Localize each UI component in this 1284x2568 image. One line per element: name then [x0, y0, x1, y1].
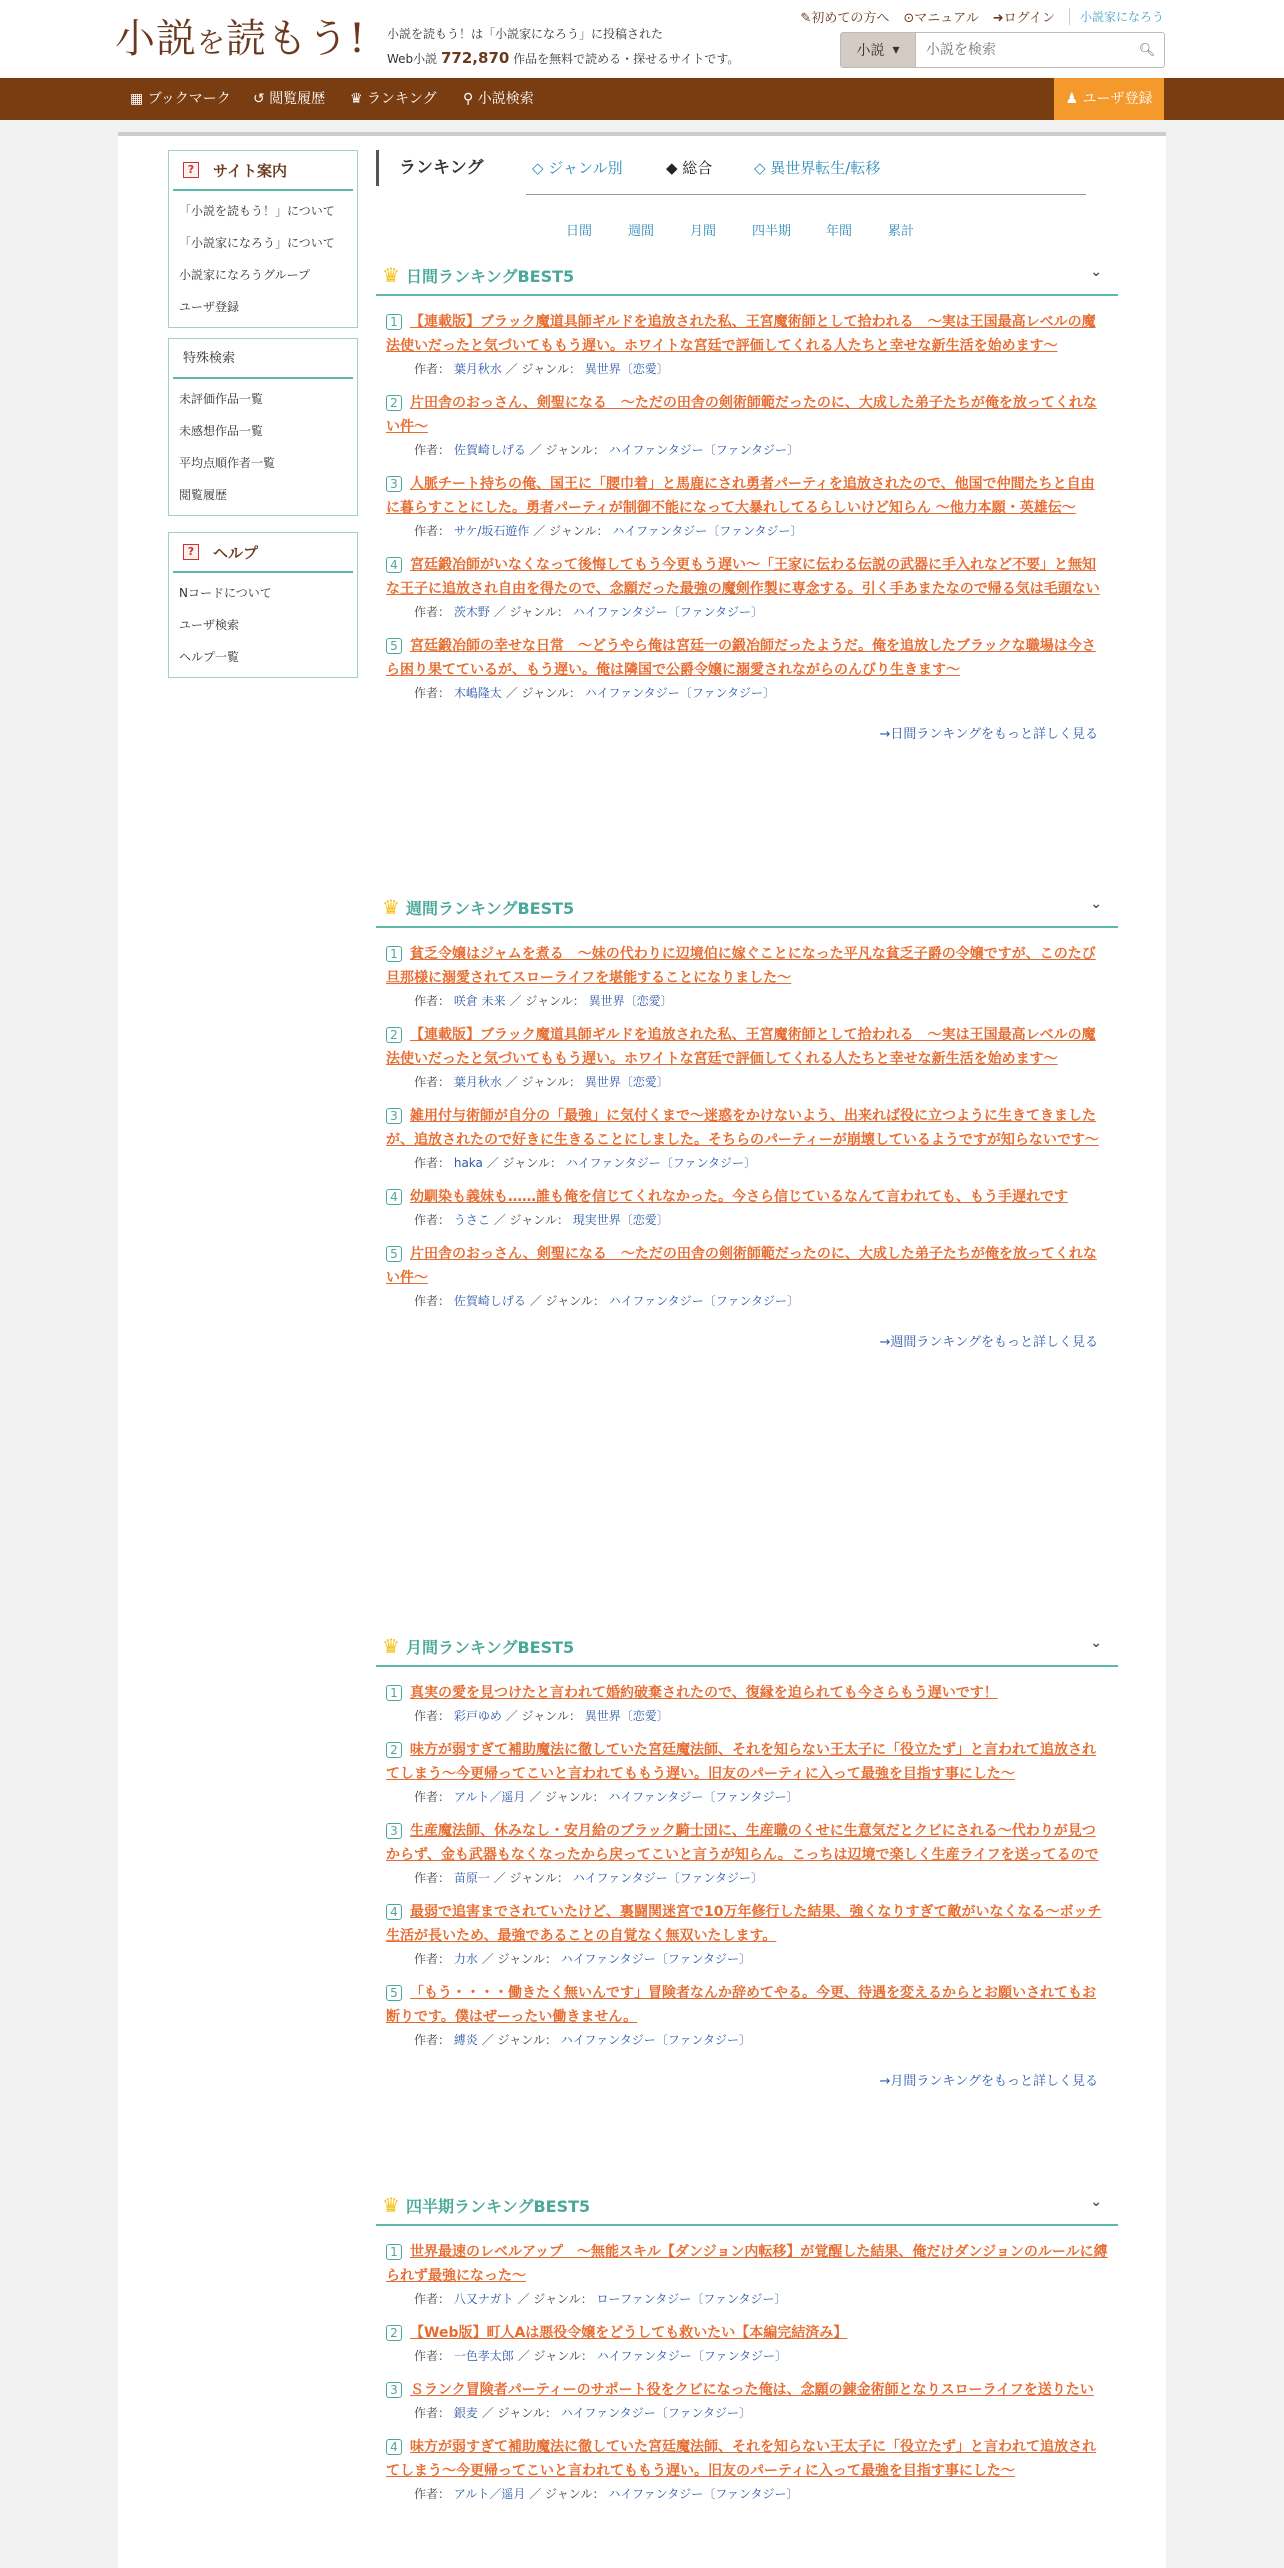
novel-title-link[interactable]: [386, 553, 1108, 601]
entry-meta: [386, 1869, 1108, 1886]
author-label: 作者：: [414, 1156, 451, 1170]
author-label: 作者：: [414, 1294, 451, 1308]
rank-number: 3: [386, 1108, 402, 1124]
author-link[interactable]: 茨木野: [453, 605, 490, 619]
site-guide-header: [173, 151, 353, 191]
more-ranking-link[interactable]: →週間ランキングをもっと詳しく見る: [879, 1335, 1098, 1350]
search-type-value: 小説: [856, 43, 885, 59]
author-link[interactable]: 縛炎: [453, 2033, 478, 2047]
genre-link[interactable]: ハイファンタジー〔ファンタジー〕: [572, 605, 763, 619]
novel-title: 片田舎のおっさん、剣聖になる ～ただの田舎の剣術師範だったのに、大成した弟子たちが俺を放ってくれない件～: [386, 1246, 1097, 1286]
ranking-title: ランキング: [376, 150, 462, 186]
genre-label: ／ ジャンル：: [529, 1294, 605, 1308]
novel-title-link[interactable]: [386, 1681, 1108, 1705]
author-label: 作者：: [414, 1790, 451, 1804]
chevron-down-icon[interactable]: ⌄: [1090, 1635, 1102, 1651]
author-label: 作者：: [414, 1075, 451, 1089]
side-link-history[interactable]: 閲覧履歴: [179, 488, 228, 502]
beginner-icon: ✎: [800, 11, 812, 26]
genre-label: ／ ジャンル：: [481, 2033, 557, 2047]
ranking-entry: [376, 2435, 1118, 2502]
rank-number: 4: [386, 1904, 402, 1920]
novel-title-link[interactable]: [386, 1900, 1108, 1948]
section-header[interactable]: [376, 256, 1118, 296]
novel-title: Ｓランク冒険者パーティーのサポート役をクビになった俺は、念願の錬金術師となりスローライフを送りたい: [410, 2382, 1094, 2398]
author-label: 作者：: [414, 443, 451, 457]
period-total[interactable]: 累計: [888, 224, 915, 239]
site-tagline: [387, 22, 739, 71]
rank-number: 2: [386, 1742, 402, 1758]
ranking-entry: [376, 942, 1118, 1009]
side-link-help-list[interactable]: ヘルプ一覧: [179, 650, 240, 664]
novel-title-link[interactable]: [386, 310, 1108, 358]
tab-overall[interactable]: ◆ 総合: [666, 159, 713, 177]
genre-label: ／ ジャンル：: [529, 2487, 605, 2501]
chevron-down-icon[interactable]: ⌄: [1090, 896, 1102, 912]
author-link[interactable]: アルト／遥月: [453, 2487, 526, 2501]
entry-meta: [386, 2031, 1108, 2048]
author-label: 作者：: [414, 1952, 451, 1966]
ranking-entry: [376, 634, 1118, 701]
ranking-section-weekly: [376, 888, 1118, 1350]
tab-genre[interactable]: ◇ ジャンル別: [532, 159, 623, 177]
ranking-entry: [376, 1981, 1118, 2048]
rank-number: 1: [386, 2244, 402, 2260]
beginner-label: 初めての方へ: [811, 11, 890, 26]
logo-part: 小説: [115, 16, 197, 62]
author-link[interactable]: 一色孝太郎: [453, 2349, 514, 2363]
entry-meta: [386, 360, 1108, 377]
genre-link[interactable]: 異世界〔恋愛〕: [584, 1075, 669, 1089]
logo-part: を: [197, 26, 227, 59]
entry-meta: [386, 1950, 1108, 1967]
chevron-down-icon[interactable]: ⌄: [1090, 264, 1102, 280]
more-ranking-link[interactable]: →日間ランキングをもっと詳しく見る: [879, 727, 1098, 742]
tagline-suffix: 作品を無料で読める・探せるサイトです。: [513, 52, 740, 66]
author-link[interactable]: 力水: [453, 1952, 478, 1966]
question-icon: ?: [183, 544, 199, 560]
nav-label: ブックマーク: [147, 91, 231, 107]
author-link[interactable]: 苗原一: [453, 1871, 490, 1885]
genre-label: ／ ジャンル：: [505, 686, 581, 700]
logo-part: 読もう!: [226, 16, 367, 62]
main-nav: [0, 78, 1284, 120]
ranking-entry: [376, 472, 1118, 539]
section-title: 週間ランキングBEST5: [405, 898, 575, 918]
author-label: 作者：: [414, 605, 451, 619]
genre-link[interactable]: 異世界〔恋愛〕: [584, 1709, 669, 1723]
author-label: 作者：: [414, 994, 451, 1008]
nav-label: 閲覧履歴: [269, 91, 326, 107]
genre-link[interactable]: ハイファンタジー〔ファンタジー〕: [608, 443, 799, 457]
entry-meta: [386, 2290, 1108, 2307]
help-header: [173, 533, 353, 573]
novel-title-link[interactable]: [386, 2240, 1108, 2288]
novel-title-link[interactable]: [386, 391, 1108, 439]
search-box: [840, 32, 1165, 68]
question-icon: ?: [183, 162, 199, 178]
rank-number: 3: [386, 2382, 402, 2398]
author-link[interactable]: うさこ: [453, 1213, 490, 1227]
novel-title-link[interactable]: [386, 2435, 1108, 2483]
ranking-entry: [376, 1819, 1118, 1886]
nav-label: 小説検索: [477, 91, 534, 107]
user-icon: ♟: [1065, 91, 1083, 107]
author-label: 作者：: [414, 1709, 451, 1723]
entry-meta: [386, 2485, 1108, 2502]
site-logo[interactable]: [115, 14, 366, 68]
user-register-button[interactable]: [1054, 78, 1164, 120]
novel-title-link[interactable]: [386, 1023, 1108, 1071]
genre-link[interactable]: 異世界〔恋愛〕: [584, 362, 669, 376]
ranking-entry: [376, 553, 1118, 620]
history-icon: ↺: [253, 91, 270, 107]
author-link[interactable]: 佐賀崎しげる: [453, 1294, 526, 1308]
author-link[interactable]: 彩戸ゆめ: [453, 1709, 502, 1723]
chevron-down-icon[interactable]: ⌄: [1090, 2194, 1102, 2210]
site-guide-box: [168, 150, 358, 328]
author-link[interactable]: サケ/坂石遊作: [453, 524, 530, 538]
search-icon[interactable]: 🔍︎: [1138, 42, 1156, 58]
author-label: 作者：: [414, 2033, 451, 2047]
rank-number: 2: [386, 1027, 402, 1043]
ranking-tabs: [376, 150, 1096, 239]
entry-meta: [386, 2404, 1108, 2421]
site-guide-title: サイト案内: [213, 161, 287, 180]
entry-meta: [386, 1707, 1108, 1724]
ranking-entry: [376, 1738, 1118, 1805]
novel-title-link[interactable]: [386, 472, 1108, 520]
ranking-entry: [376, 2321, 1118, 2364]
genre-label: ／ ジャンル：: [533, 524, 609, 538]
author-label: 作者：: [414, 2487, 451, 2501]
entry-meta: [386, 1211, 1108, 1228]
search-icon: ⚲: [463, 91, 478, 107]
genre-label: ／ ジャンル：: [517, 2349, 593, 2363]
genre-link[interactable]: ハイファンタジー〔ファンタジー〕: [560, 1952, 751, 1966]
login-link[interactable]: [993, 7, 1055, 26]
author-label: 作者：: [414, 362, 451, 376]
genre-link[interactable]: ハイファンタジー〔ファンタジー〕: [608, 2487, 799, 2501]
crown-icon: ♛: [350, 91, 368, 107]
genre-label: ／ ジャンル：: [481, 2406, 557, 2420]
period-daily[interactable]: 日間: [566, 224, 593, 239]
side-link-narou-group[interactable]: 小説家になろうグループ: [179, 268, 311, 282]
genre-label: ／ ジャンル：: [481, 1952, 557, 1966]
section-header[interactable]: [376, 1627, 1118, 1667]
rank-number: 1: [386, 946, 402, 962]
narou-logo-link[interactable]: 小説家になろう: [1069, 8, 1164, 25]
tagline-line1: 小説を読もう！は「小説家になろう」に投稿された: [387, 27, 664, 41]
ranking-section-monthly: [376, 1627, 1118, 2089]
side-link-user-search[interactable]: ユーザ検索: [179, 618, 240, 632]
genre-link[interactable]: ハイファンタジー〔ファンタジー〕: [584, 686, 775, 700]
nav-search[interactable]: [463, 78, 534, 120]
rank-number: 5: [386, 1985, 402, 2001]
side-link-unrated[interactable]: 未評価作品一覧: [179, 392, 264, 406]
rank-number: 1: [386, 1685, 402, 1701]
rank-number: 3: [386, 476, 402, 492]
login-label: ログイン: [1003, 11, 1055, 26]
nav-label: ランキング: [367, 91, 437, 107]
entry-meta: [386, 992, 1108, 1009]
question-icon: ⊙: [903, 11, 915, 26]
work-count: 772,870: [441, 49, 510, 67]
ranking-entry: [376, 391, 1118, 458]
novel-title: 宮廷鍛冶師がいなくなって後悔してもう今更もう遅い～「王家に伝わる伝説の武器に手入れなど不要」と無知な王子に追放され自由を得たので、念願だった最強の魔剣作製に専念する。引く手あまたなので帰る気は毛頭ない: [386, 557, 1100, 597]
tab-isekai[interactable]: ◇ 異世界転生/転移: [754, 159, 881, 177]
bookmark-icon: ▦: [130, 91, 148, 107]
help-title: ヘルプ: [213, 543, 259, 562]
rank-number: 4: [386, 557, 402, 573]
genre-label: ／ ジャンル：: [493, 605, 569, 619]
crown-icon: ♛: [382, 263, 400, 287]
rank-number: 5: [386, 1246, 402, 1262]
section-title: 日間ランキングBEST5: [405, 266, 575, 286]
novel-title-link[interactable]: [386, 1981, 1108, 2029]
genre-label: ／ ジャンル：: [529, 1790, 605, 1804]
ranking-entry: [376, 1104, 1118, 1171]
search-type-select[interactable]: [841, 33, 916, 67]
manual-link[interactable]: [903, 7, 978, 26]
novel-title-link[interactable]: [386, 1819, 1108, 1867]
author-link[interactable]: 葉月秋水: [453, 362, 502, 376]
novel-title: 宮廷鍛冶師の幸せな日常 ～どうやら俺は宮廷一の鍛冶師だったようだ。俺を追放したブラックな職場は今さら困り果てているが、もう遅い。俺は隣国で公爵令嬢に溺愛されながらのんびり生きます～: [386, 638, 1096, 678]
search-input[interactable]: [916, 33, 1130, 67]
side-link-about-yomou[interactable]: 「小説を読もう！」について: [179, 204, 335, 218]
crown-icon: ♛: [382, 1634, 400, 1658]
genre-link[interactable]: ハイファンタジー〔ファンタジー〕: [608, 1790, 799, 1804]
novel-title-link[interactable]: [386, 942, 1108, 990]
section-header[interactable]: [376, 888, 1118, 928]
side-link-about-narou[interactable]: 「小説家になろう」について: [179, 236, 335, 250]
rank-number: 3: [386, 1823, 402, 1839]
genre-label: ／ ジャンル：: [505, 1709, 581, 1723]
entry-meta: [386, 1154, 1108, 1171]
genre-label: ／ ジャンル：: [517, 2292, 593, 2306]
more-ranking-link[interactable]: →月間ランキングをもっと詳しく見る: [879, 2074, 1098, 2089]
novel-title-link[interactable]: [386, 1242, 1108, 1290]
author-link[interactable]: 木嶋隆太: [453, 686, 502, 700]
entry-meta: [386, 1073, 1108, 1090]
novel-title: 貧乏令嬢はジャムを煮る ～妹の代わりに辺境伯に嫁ぐことになった平凡な貧乏子爵の令嬢ですが、このたび旦那様に溺愛されてスローライフを堪能することになりました～: [386, 946, 1096, 986]
ranking-section-daily: [376, 256, 1118, 742]
author-link[interactable]: 銀麦: [453, 2406, 478, 2420]
rank-number: 5: [386, 638, 402, 654]
entry-meta: [386, 1292, 1108, 1309]
genre-link[interactable]: ハイファンタジー〔ファンタジー〕: [565, 1156, 757, 1170]
section-title: 四半期ランキングBEST5: [405, 2196, 591, 2216]
rank-number: 2: [386, 2325, 402, 2341]
rank-number: 1: [386, 314, 402, 330]
novel-title-link[interactable]: [386, 1104, 1108, 1152]
top-links: [800, 7, 1164, 26]
ranking-entry: [376, 1681, 1118, 1724]
site-header: [0, 0, 1284, 78]
entry-meta: [386, 1788, 1108, 1805]
genre-label: ／ ジャンル：: [486, 1156, 563, 1170]
author-link[interactable]: 葉月秋水: [453, 1075, 502, 1089]
novel-title: 生産魔法師、休みなし・安月給のブラック騎士団に、生産職のくせに生意気だとクビにされる～代わりが見つからず、金も武器もなくなったから戻ってこいと言うが知らん。こっちは辺境で楽しく生産ライフを送ってるので: [386, 1823, 1099, 1863]
genre-label: ／ ジャンル：: [493, 1871, 569, 1885]
genre-label: ／ ジャンル：: [505, 1075, 581, 1089]
novel-title-link[interactable]: [386, 2378, 1108, 2402]
novel-title: 片田舎のおっさん、剣聖になる ～ただの田舎の剣術師範だったのに、大成した弟子たちが俺を放ってくれない件～: [386, 395, 1097, 435]
ranking-entry: [376, 310, 1118, 377]
novel-title: 【Web版】町人Aは悪役令嬢をどうしても救いたい【本編完結済み】: [410, 2325, 848, 2341]
section-header[interactable]: [376, 2186, 1118, 2226]
entry-meta: [386, 603, 1108, 620]
side-link-no-review[interactable]: 未感想作品一覧: [179, 424, 264, 438]
novel-title: 真実の愛を見つけたと言われて婚約破棄されたので、復縁を迫られても今さらもう遅いです！: [410, 1685, 998, 1701]
ranking-section-quarterly: [376, 2186, 1118, 2502]
author-label: 作者：: [414, 2406, 451, 2420]
genre-link[interactable]: ハイファンタジー〔ファンタジー〕: [560, 2033, 751, 2047]
author-link[interactable]: 佐賀崎しげる: [453, 443, 526, 457]
genre-link[interactable]: ローファンタジー〔ファンタジー〕: [596, 2292, 787, 2306]
author-link[interactable]: アルト／遥月: [453, 1790, 526, 1804]
novel-title: 人脈チート持ちの俺、国王に「腰巾着」と馬鹿にされ勇者パーティを追放されたので、他国で仲間たちと自由に暮らすことにした。勇者パーティが制御不能になって大暴れしてるらしいけど知らん ～他力本願・英雄伝～: [386, 476, 1095, 516]
manual-label: マニュアル: [914, 11, 979, 26]
section-title: 月間ランキングBEST5: [405, 1637, 575, 1657]
ranking-entry: [376, 2378, 1118, 2421]
genre-link[interactable]: ハイファンタジー〔ファンタジー〕: [608, 1294, 799, 1308]
genre-label: ／ ジャンル：: [509, 994, 585, 1008]
entry-meta: [386, 441, 1108, 458]
genre-link[interactable]: 現実世界〔恋愛〕: [572, 1213, 669, 1227]
genre-link[interactable]: ハイファンタジー〔ファンタジー〕: [596, 2349, 787, 2363]
genre-link[interactable]: 異世界〔恋愛〕: [588, 994, 673, 1008]
ranking-entry: [376, 1242, 1118, 1309]
period-yearly[interactable]: 年間: [826, 224, 853, 239]
novel-title: 幼馴染も義妹も……誰も俺を信じてくれなかった。今さら信じているなんて言われても、もう手遅れです: [410, 1189, 1068, 1205]
author-label: 作者：: [414, 2292, 451, 2306]
special-search-box: [168, 338, 358, 516]
novel-title: 味方が弱すぎて補助魔法に徹していた宮廷魔法師、それを知らない王太子に「役立たず」と言われて追放されてしまう〜今更帰ってこいと言われてももう遅い。旧友のパーティに入って最強を目指す事にした〜: [386, 1742, 1096, 1782]
novel-title: 「もう・・・・働きたく無いんです」冒険者なんか辞めてやる。今更、待遇を変えるからとお願いされてもお断りです。僕はぜーったい働きません。: [386, 1985, 1096, 2025]
novel-title: 【連載版】ブラック魔道具師ギルドを追放された私、王宮魔術師として拾われる ～実は王国最高レベルの魔法使いだったと気づいてももう遅い。ホワイトな宮廷で評価してくれる人たちと幸せな新生活を始めます～: [386, 314, 1096, 354]
side-link-avg-authors[interactable]: 平均点順作者一覧: [179, 456, 276, 470]
author-link[interactable]: 八又ナガト: [453, 2292, 514, 2306]
author-label: 作者：: [414, 1871, 451, 1885]
help-box: [168, 532, 358, 678]
novel-title: 最弱で追害までされていたけど、裏闘関迷宮で10万年修行した結果、強くなりすぎて敵がいなくなる～ボッチ生活が長いため、最強であることの自覚なく無双いたします。: [386, 1904, 1102, 1944]
user-register-label: ユーザ登録: [1082, 91, 1153, 107]
period-quarterly[interactable]: 四半期: [752, 224, 792, 239]
novel-title: 世界最速のレベルアップ ～無能スキル【ダンジョン内転移】が覚醒した結果、俺だけダンジョンのルールに縛られず最強になった～: [386, 2244, 1108, 2284]
author-label: 作者：: [414, 1213, 451, 1227]
main-content: [118, 132, 1166, 2568]
ranking-entry: [376, 2240, 1118, 2307]
tagline-prefix: Web小説: [387, 52, 438, 66]
novel-title: 【連載版】ブラック魔道具師ギルドを追放された私、王宮魔術師として拾われる ～実は王国最高レベルの魔法使いだったと気づいてももう遅い。ホワイトな宮廷で評価してくれる人たちと幸せな新生活を始めます～: [386, 1027, 1096, 1067]
crown-icon: ♛: [382, 2193, 400, 2217]
entry-meta: [386, 684, 1108, 701]
tab-divider: [526, 194, 1086, 195]
ranking-entry: [376, 1023, 1118, 1090]
beginner-link[interactable]: [800, 7, 889, 26]
novel-title-link[interactable]: [386, 2321, 1108, 2345]
special-search-title: 特殊検索: [173, 339, 353, 379]
author-link[interactable]: 咲倉 未来: [453, 994, 506, 1008]
author-label: 作者：: [414, 2349, 451, 2363]
nav-ranking[interactable]: [350, 78, 437, 120]
nav-history[interactable]: [253, 78, 325, 120]
genre-link[interactable]: ハイファンタジー〔ファンタジー〕: [612, 524, 803, 538]
ranking-entry: [376, 1900, 1118, 1967]
crown-icon: ♛: [382, 895, 400, 919]
entry-meta: [386, 522, 1108, 539]
rank-number: 2: [386, 395, 402, 411]
novel-title-link[interactable]: [386, 634, 1108, 682]
novel-title-link[interactable]: [386, 1185, 1108, 1209]
login-icon: ➜: [992, 11, 1004, 26]
author-label: 作者：: [414, 686, 451, 700]
ranking-entry: [376, 1185, 1118, 1228]
genre-link[interactable]: ハイファンタジー〔ファンタジー〕: [560, 2406, 751, 2420]
rank-number: 4: [386, 2439, 402, 2455]
author-label: 作者：: [414, 524, 451, 538]
rank-number: 4: [386, 1189, 402, 1205]
novel-title-link[interactable]: [386, 1738, 1108, 1786]
novel-title: 味方が弱すぎて補助魔法に徹していた宮廷魔法師、それを知らない王太子に「役立たず」と言われて追放されてしまう〜今更帰ってこいと言われてももう遅い。旧友のパーティに入って最強を目指す事にした〜: [386, 2439, 1096, 2479]
author-link[interactable]: haka: [453, 1156, 483, 1170]
entry-meta: [386, 2347, 1108, 2364]
genre-label: ／ ジャンル：: [529, 443, 605, 457]
period-monthly[interactable]: 月間: [690, 224, 717, 239]
side-link-ncode[interactable]: Nコードについて: [179, 586, 272, 600]
genre-link[interactable]: ハイファンタジー〔ファンタジー〕: [572, 1871, 763, 1885]
genre-label: ／ ジャンル：: [505, 362, 581, 376]
period-weekly[interactable]: 週間: [628, 224, 655, 239]
nav-bookmark[interactable]: [130, 78, 231, 120]
chevron-down-icon: ▾: [892, 42, 900, 58]
genre-label: ／ ジャンル：: [493, 1213, 569, 1227]
novel-title: 雑用付与術師が自分の「最強」に気付くまで〜迷惑をかけないよう、出来れば役に立つように生きてきましたが、追放されたので好きに生きることにしました。そちらのパーティーが崩壊しているようですが知らないです〜: [386, 1108, 1099, 1148]
side-link-user-register[interactable]: ユーザ登録: [179, 300, 240, 314]
